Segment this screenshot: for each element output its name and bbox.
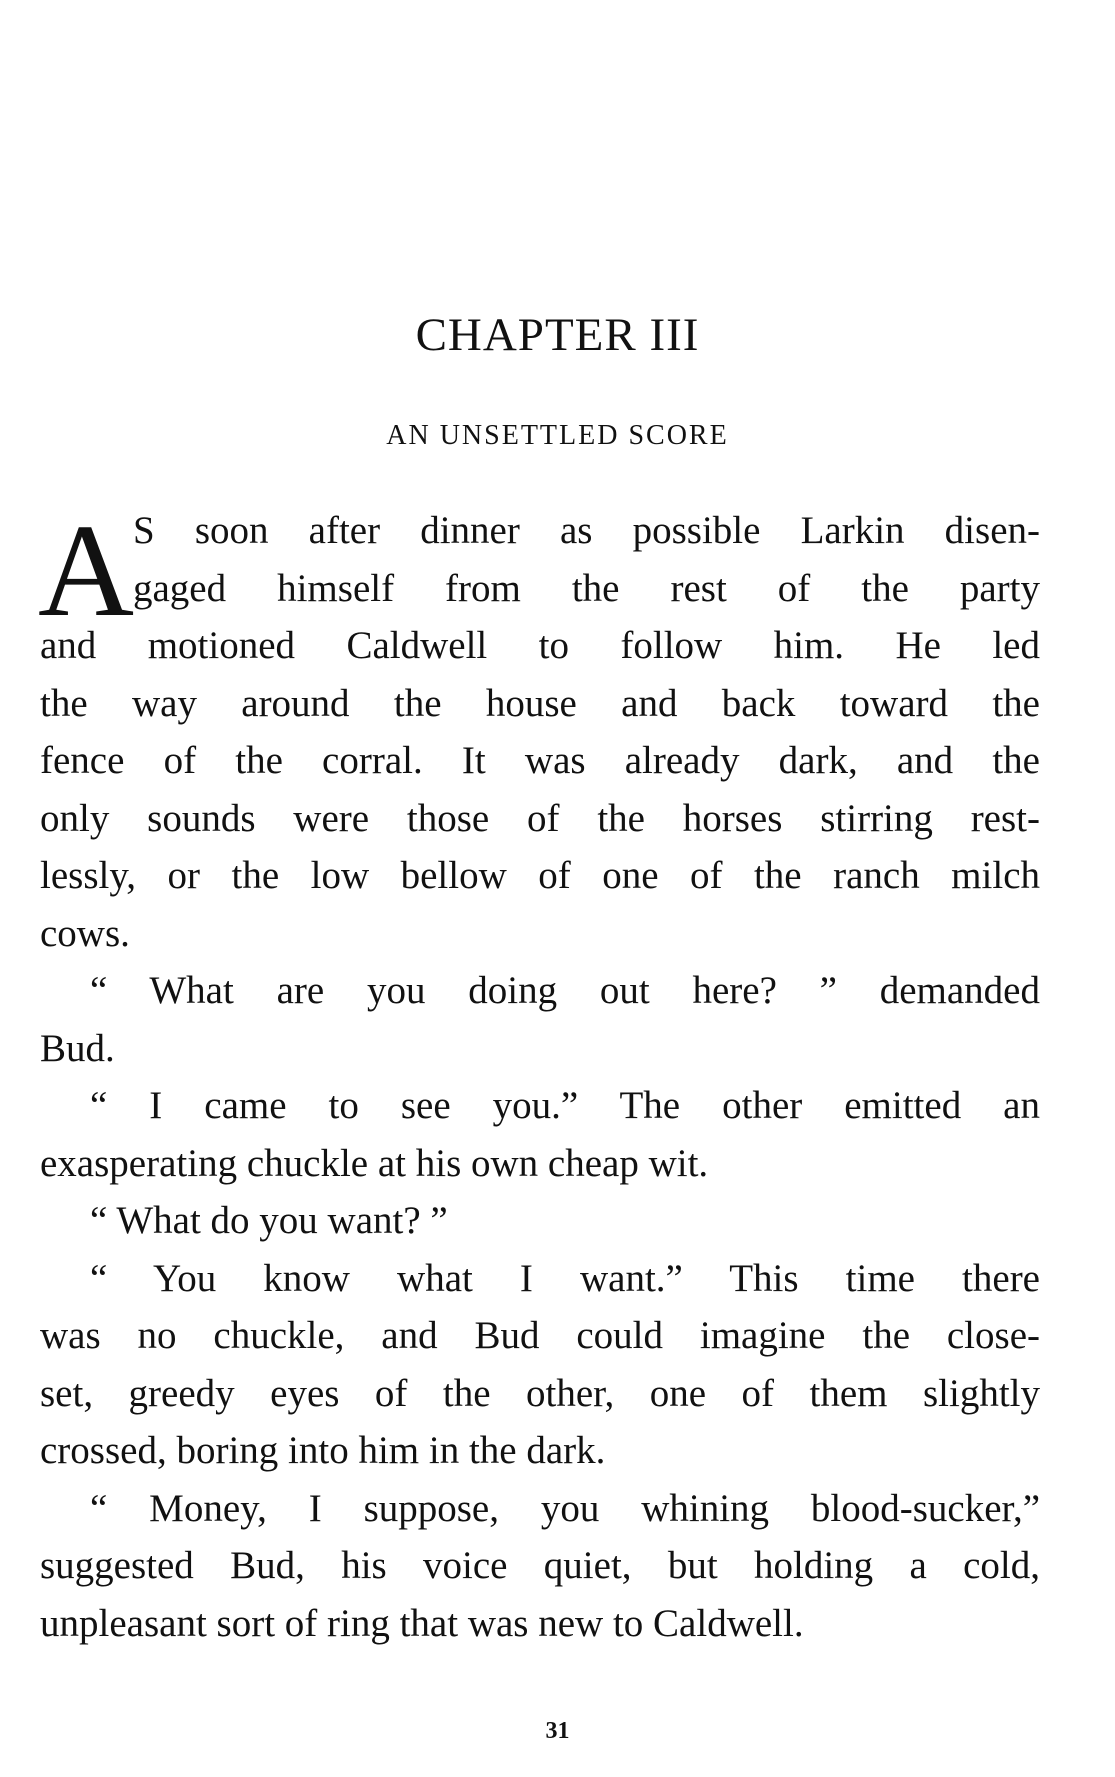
text-line: cows. — [40, 911, 130, 955]
text-line: only sounds were those of the horses stirring rest- — [40, 796, 1040, 840]
text-line: gaged himself from the rest of the party — [133, 566, 1040, 610]
chapter-subtitle: AN UNSETTLED SCORE — [386, 420, 729, 451]
page-number: 31 — [545, 1718, 570, 1744]
text-line: lessly, or the low bellow of one of the ranch milch — [40, 854, 1040, 897]
text-line: Bud. — [40, 1026, 115, 1070]
drop-cap: A — [38, 496, 135, 644]
text-line: and motioned Caldwell to follow him. He led — [40, 624, 1040, 667]
text-line: was no chuckle, and Bud could imagine the close- — [40, 1314, 1040, 1357]
body-text — [38, 496, 1040, 1652]
text-line: suggested Bud, his voice quiet, but holding a cold, — [40, 1544, 1040, 1587]
text-line: fence of the corral. It was already dark, and the — [40, 739, 1040, 782]
text-line: “ You know what I want.” This time there — [90, 1256, 1040, 1300]
text-line: “ What do you want? ” — [90, 1199, 448, 1242]
text-line: set, greedy eyes of the other, one of them slightly — [40, 1371, 1040, 1415]
text-line: exasperating chuckle at his own cheap wit. — [40, 1141, 709, 1185]
text-line: S soon after dinner as possible Larkin disen- — [133, 509, 1040, 552]
text-line: “ Money, I suppose, you whining blood-sucker,” — [90, 1486, 1040, 1530]
text-line: “ What are you doing out here? ” demanded — [90, 969, 1040, 1012]
text-line: “ I came to see you.” The other emitted an — [90, 1084, 1040, 1127]
text-line: crossed, boring into him in the dark. — [40, 1429, 606, 1472]
text-line: the way around the house and back toward the — [40, 681, 1040, 725]
chapter-heading: CHAPTER III — [415, 309, 700, 361]
text-line: unpleasant sort of ring that was new to Caldwell. — [40, 1601, 804, 1645]
